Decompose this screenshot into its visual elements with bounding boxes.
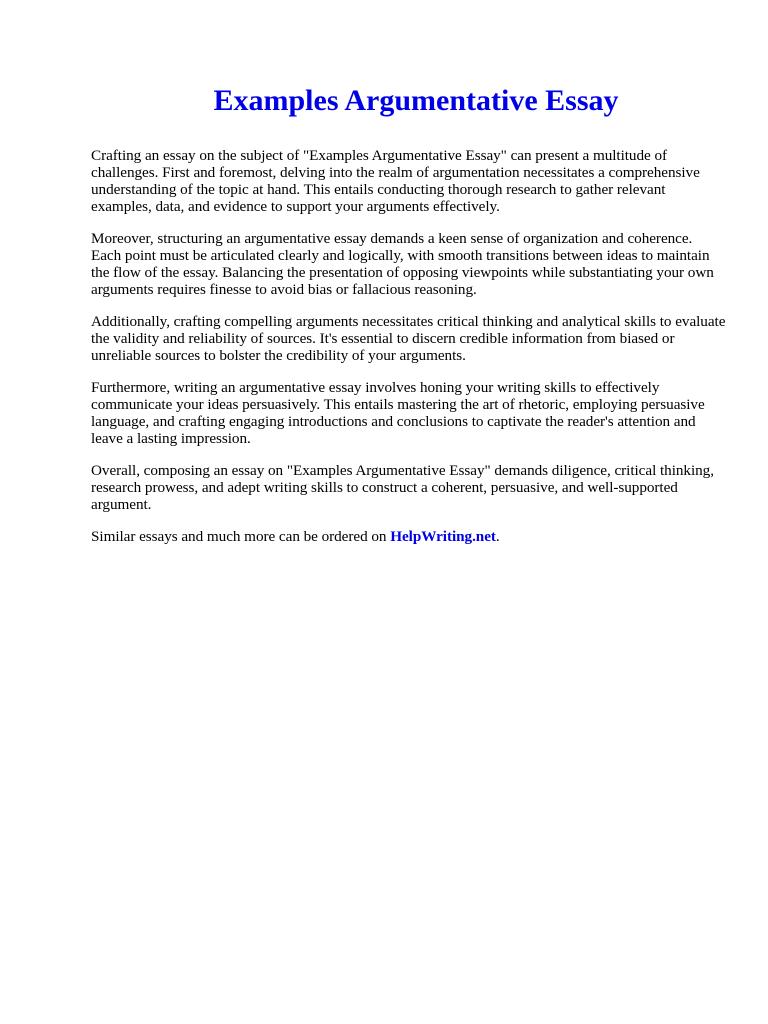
closing-paragraph: [91, 528, 726, 545]
document-body: [91, 147, 726, 545]
helpwriting-link[interactable]: HelpWriting.net: [390, 528, 496, 545]
closing-prefix: Similar essays and much more can be ordered on: [91, 528, 387, 545]
paragraph-1: Crafting an essay on the subject of "Examples Argumentative Essay" can present a multitude of challenges. First and foremost, delving into the realm of argumentation necessitates a comprehensive understanding of the topic at hand. This entails conducting thorough research to gather relevant examples, data, and evidence to support your arguments effectively.: [91, 147, 700, 215]
paragraph-2: Moreover, structuring an argumentative essay demands a keen sense of organization and coherence. Each point must be articulated clearly and logically, with smooth transitions between ideas to maintain the flow of the essay. Balancing the presentation of opposing viewpoints while substantiating your own arguments requires finesse to avoid bias or fallacious reasoning.: [91, 230, 714, 298]
paragraph-3: Additionally, crafting compelling arguments necessitates critical thinking and analytical skills to evaluate the validity and reliability of sources. It's essential to discern credible information from biased or unreliable sources to bolster the credibility of your arguments.: [91, 313, 726, 364]
closing-suffix: .: [495, 528, 500, 545]
paragraph-5: Overall, composing an essay on "Examples Argumentative Essay" demands diligence, critical thinking, research prowess, and adept writing skills to construct a coherent, persuasive, and well-supported argument.: [91, 462, 714, 513]
document-title: Examples Argumentative Essay: [213, 84, 619, 117]
paragraph-4: Furthermore, writing an argumentative essay involves honing your writing skills to effectively communicate your ideas persuasively. This entails mastering the art of rhetoric, employing persuasive language, and crafting engaging introductions and conclusions to captivate the reader's attention and leave a lasting impression.: [91, 379, 705, 447]
